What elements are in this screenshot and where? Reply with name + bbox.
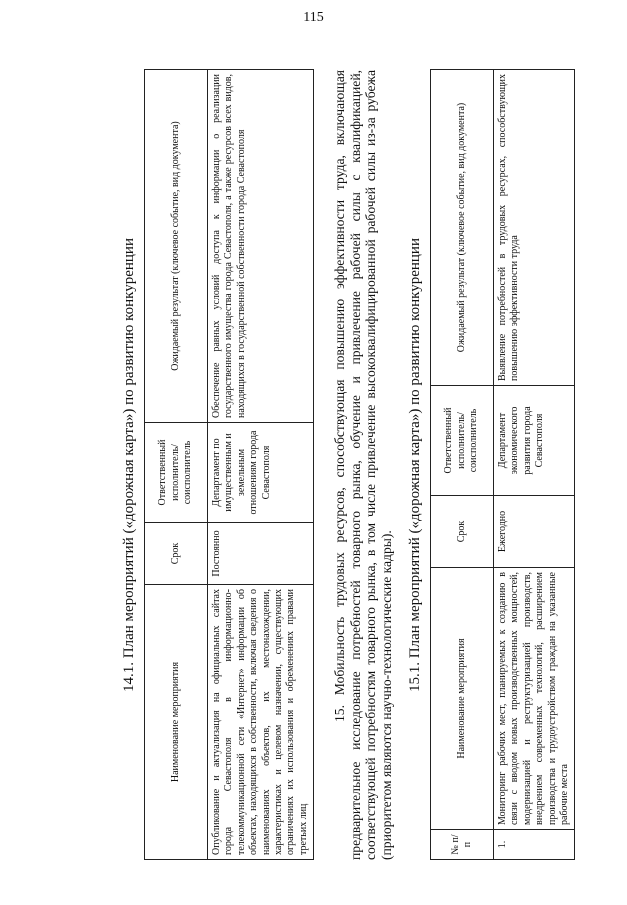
row-result: Обеспечение равных условий доступа к информации о реализации государственного имущества города Севастополя, а также ресурсов всех видов, находящихся в государственной собственности города Севастополя xyxy=(208,70,314,423)
header-name: Наименование мероприятия xyxy=(431,568,494,830)
row-result: Выявление потребностей в трудовых ресурсах, способствующих повышению эффективности труда xyxy=(494,70,575,386)
header-executor: Ответственный исполнитель/ соисполнитель xyxy=(145,423,208,523)
header-term: Срок xyxy=(431,496,494,568)
roadmap-table-14-1 xyxy=(144,69,314,860)
header-term: Срок xyxy=(145,523,208,585)
table-header-row xyxy=(431,70,494,860)
section-15-text: 15. Мобильность трудовых ресурсов, способствующая повышению эффективности труда, включающая предварительное исследование потребностей товарного рынка, обучение и привлечение рабочей силы с квалификацией, соответствующей потребностям товарного рынка, в том числе привлечение высококвалифицированной рабочей силы из-за рубежа (приоритетом являются научно-технологические кадры). xyxy=(332,70,394,860)
row-num: 1. xyxy=(494,830,575,860)
table-header-row xyxy=(145,70,208,860)
row-term: Ежегодно xyxy=(494,496,575,568)
roadmap-table-15-1 xyxy=(430,69,575,860)
header-result: Ожидаемый результат (ключевое событие, вид документа) xyxy=(431,70,494,386)
row-executor: Департамент экономического развития города Севастополя xyxy=(494,386,575,496)
page-number: 115 xyxy=(303,10,324,25)
header-result: Ожидаемый результат (ключевое событие, вид документа) xyxy=(145,70,208,423)
table-row xyxy=(208,70,314,860)
table-row xyxy=(494,70,575,860)
section-15-1-title: 15.1. План мероприятий («дорожная карта») по развитию конкуренции xyxy=(407,238,423,692)
row-executor: Департамент по имущественным и земельным отношениям города Севастополя xyxy=(208,423,314,523)
rotated-document-content xyxy=(120,70,590,860)
header-executor: Ответственный исполнитель/ соисполнитель xyxy=(431,386,494,496)
header-name: Наименование мероприятия xyxy=(145,585,208,860)
section-15-paragraph xyxy=(332,70,394,860)
header-num: № п/п xyxy=(431,830,494,860)
section-14-1-title: 14.1. План мероприятий («дорожная карта») по развитию конкуренции xyxy=(121,238,137,692)
row-name: Опубликование и актуализация на официальных сайтах города Севастополя в информационно-телекоммуникационной сети «Интернет» информации об объектах, находящихся в собственности, включая сведения о наименованиях объектов, их местонахождении, характеристиках и целевом назначении, существующих ограничениях их использования и обременениях правами третьих лиц xyxy=(208,585,314,860)
row-term: Постоянно xyxy=(208,523,314,585)
row-name: Мониторинг рабочих мест, планируемых к созданию в связи с вводом новых производственных мощностей, модернизацией и реструктуризацией производств, внедрением современных технологий, расширением производства и трудоустройством граждан на указанные рабочие места xyxy=(494,568,575,830)
